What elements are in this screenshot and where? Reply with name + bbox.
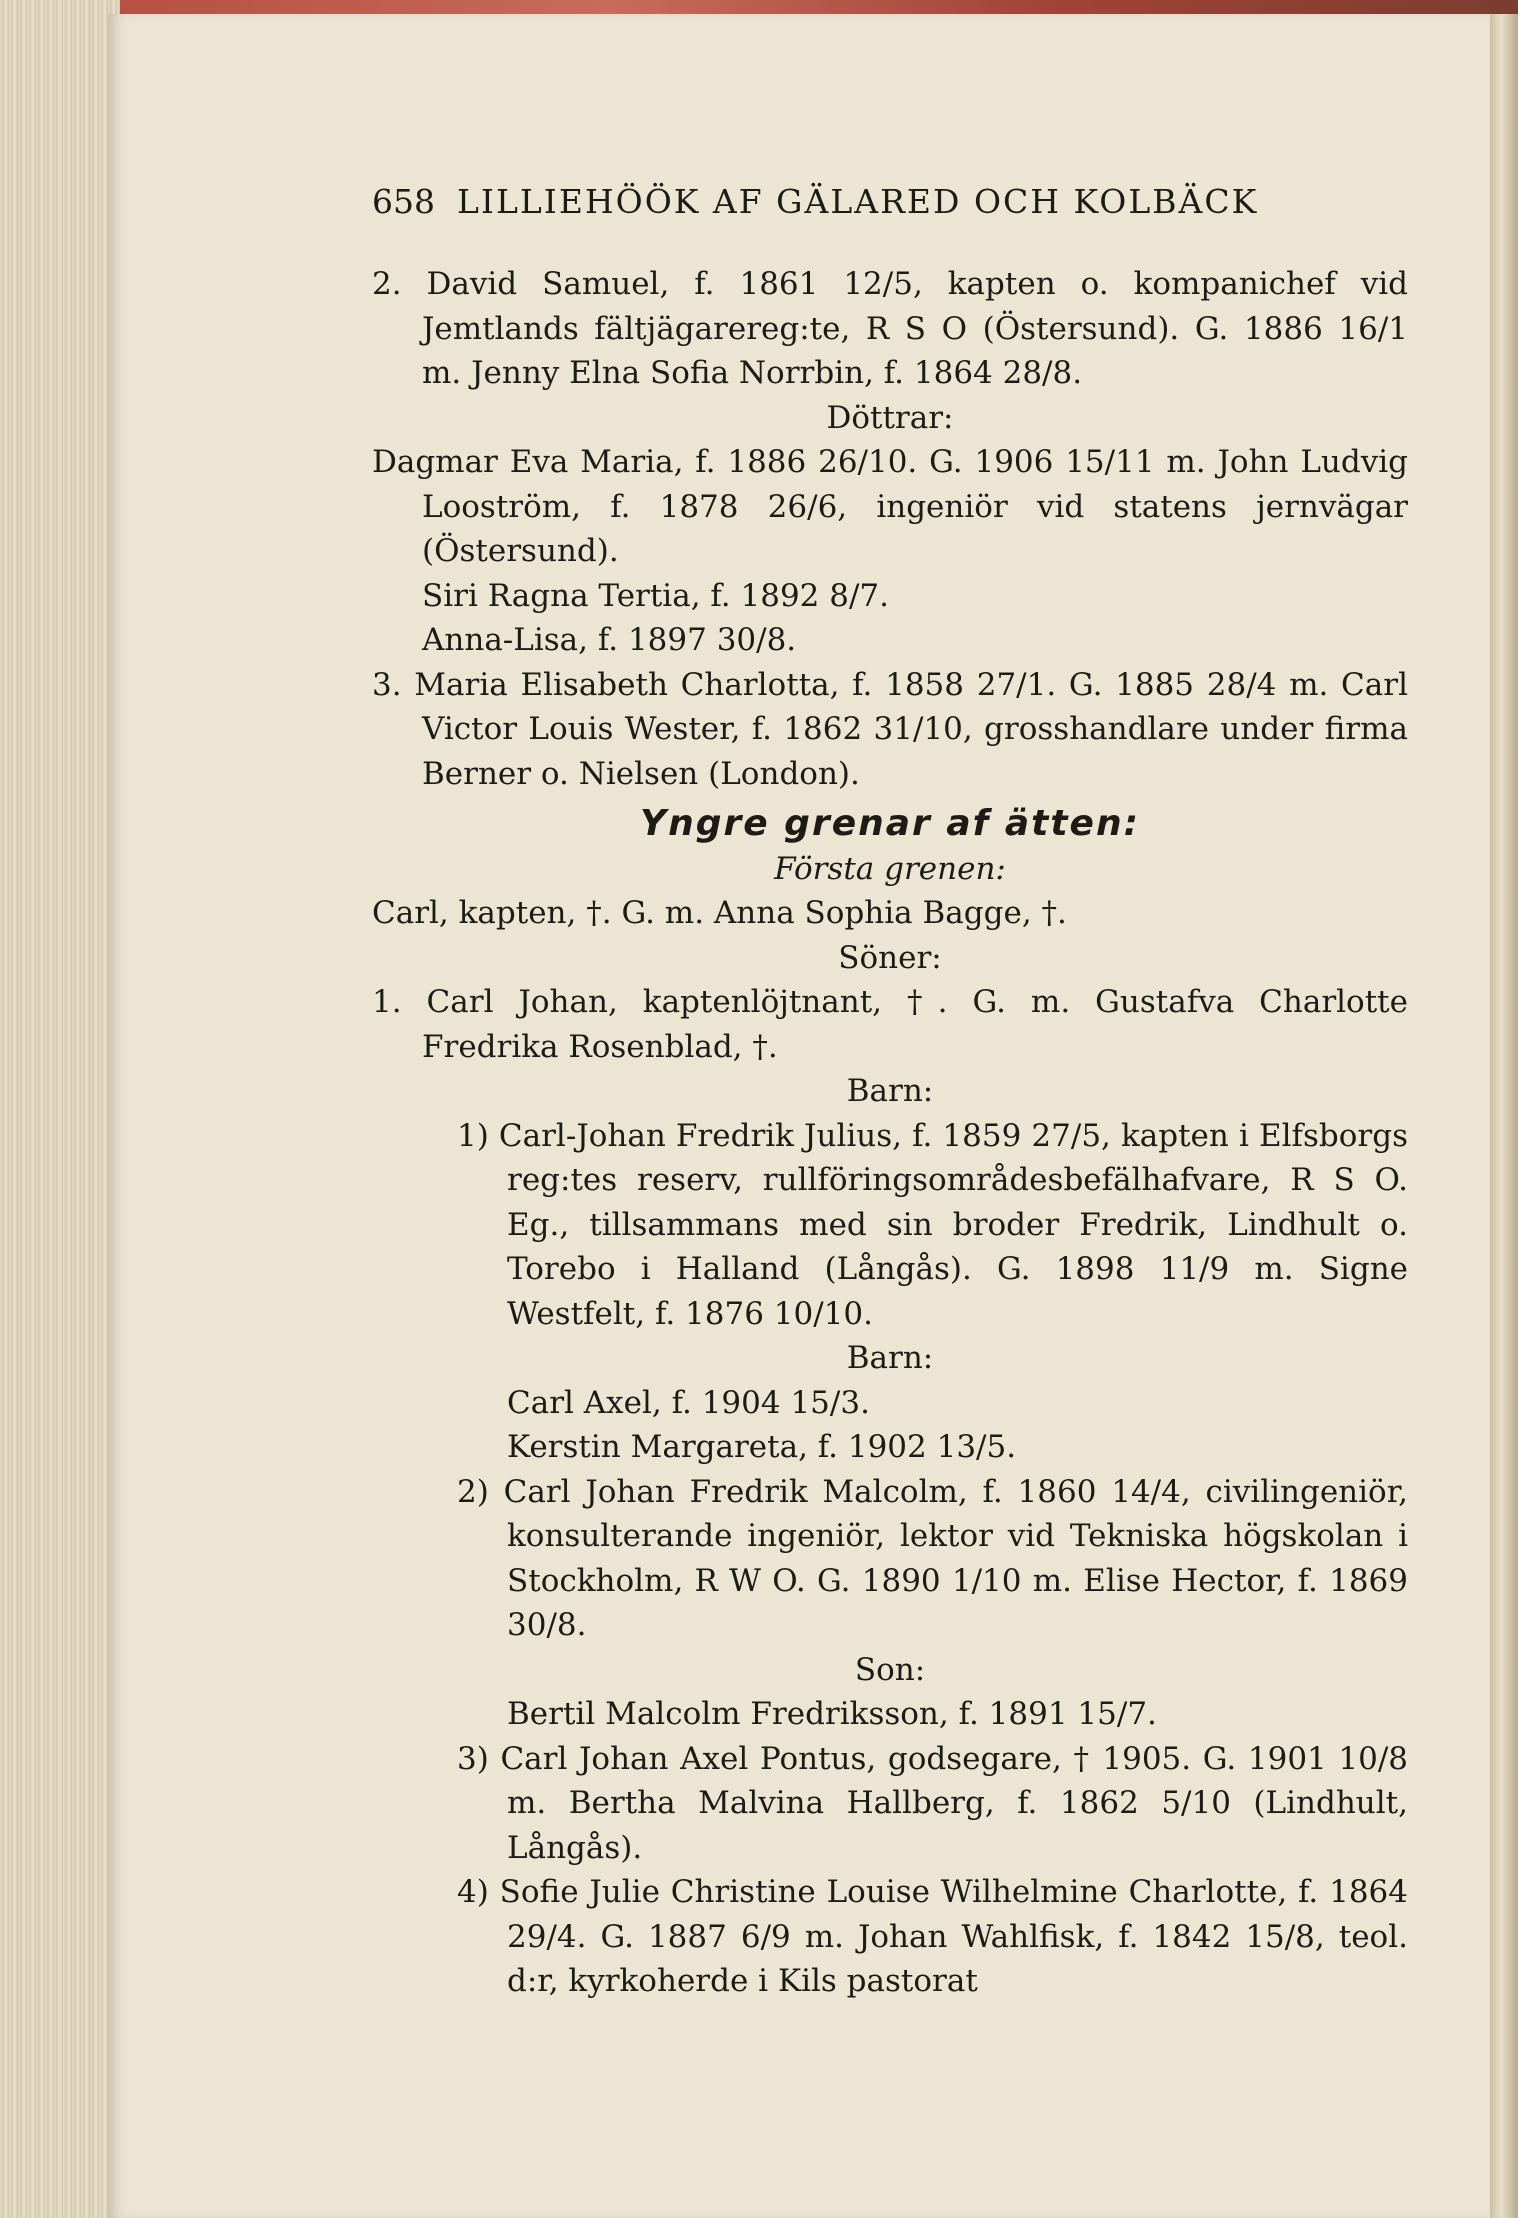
label-soner: Söner: [838,939,942,976]
label-barn-2: Barn: [846,1340,934,1376]
label-son: Son: [854,1651,926,1688]
subsection-heading: Första grenen: [774,850,1006,887]
entry-bertil: Bertil Malcolm Fredriksson, f. 1891 15/7. [507,1696,1157,1732]
section-heading: Yngre grenar af ätten: [640,803,1140,844]
page-text [372,262,1408,2004]
book-edge-right [1490,14,1518,2218]
entry-dagmar: Dagmar Eva Maria, f. 1886 26/10. G. 1906 15/11 m. John Ludvig Looström, f. 1878 26/6, ingeniör vid statens jernvägar (Östersund). [372,444,1408,569]
entry-sofie-julie: 4) Sofie Julie Christine Louise Wilhelmine Charlotte, f. 1864 29/4. G. 1887 6/9 m. Johan Wahlfisk, f. 1842 15/8, teol. d:r, kyrkoherde i Kils pastorat [457,1874,1408,1999]
entry-david-samuel: 2. David Samuel, f. 1861 12/5, kapten o. kompanichef vid Jemtlands fältjägarereg:te, R S O (Östersund). G. 1886 16/1 m. Jenny Elna Sofia Norrbin, f. 1864 28/8. [372,266,1408,391]
book-page-stack [0,0,120,2218]
entry-carl-johan-fredrik-malcolm: 2) Carl Johan Fredrik Malcolm, f. 1860 14/4, civilingeniör, konsulterande ingeniör, lektor vid Tekniska högskolan i Stockholm, R W O. G. 1890 1/10 m. Elise Hector, f. 1869 30/8. [457,1473,1408,1643]
entry-carl-johan: 1. Carl Johan, kaptenlöjtnant, †. G. m. Gustafva Charlotte Fredrika Rosenblad, †. [372,984,1408,1065]
entry-kerstin: Kerstin Margareta, f. 1902 13/5. [507,1429,1017,1465]
entry-siri: Siri Ragna Tertia, f. 1892 8/7. [422,577,889,614]
entry-anna-lisa: Anna-Lisa, f. 1897 30/8. [422,622,797,658]
running-title: LILLIEHÖÖK AF GÄLARED OCH KOLBÄCK [457,182,1259,221]
page-number: 658 [372,182,435,221]
label-barn-1: Barn: [846,1073,934,1109]
page-header [372,182,1258,221]
entry-carl-kapten: Carl, kapten, †. G. m. Anna Sophia Bagge, †. [372,895,1067,931]
entry-carl-johan-axel-pontus: 3) Carl Johan Axel Pontus, godsegare, † 1905. G. 1901 10/8 m. Bertha Malvina Hallberg, f. 1862 5/10 (Lindhult, Långås). [457,1740,1408,1866]
label-dottrar: Döttrar: [826,399,954,436]
entry-carl-johan-fredrik-julius: 1) Carl-Johan Fredrik Julius, f. 1859 27/5, kapten i Elfsborgs reg:tes reserv, rullföringsområdesbefälhafvare, R S O. Eg., tillsammans med sin broder Fredrik, Lindhult o. Torebo i Halland (Långås). G. 1898 11/9 m. Signe Westfelt, f. 1876 10/10. [457,1117,1408,1332]
entry-maria-elisabeth: 3. Maria Elisabeth Charlotta, f. 1858 27/1. G. 1885 28/4 m. Carl Victor Louis Wester, f. 1862 31/10, grosshandlare under firma Berner o. Nielsen (London). [372,666,1408,792]
entry-carl-axel: Carl Axel, f. 1904 15/3. [507,1384,870,1421]
